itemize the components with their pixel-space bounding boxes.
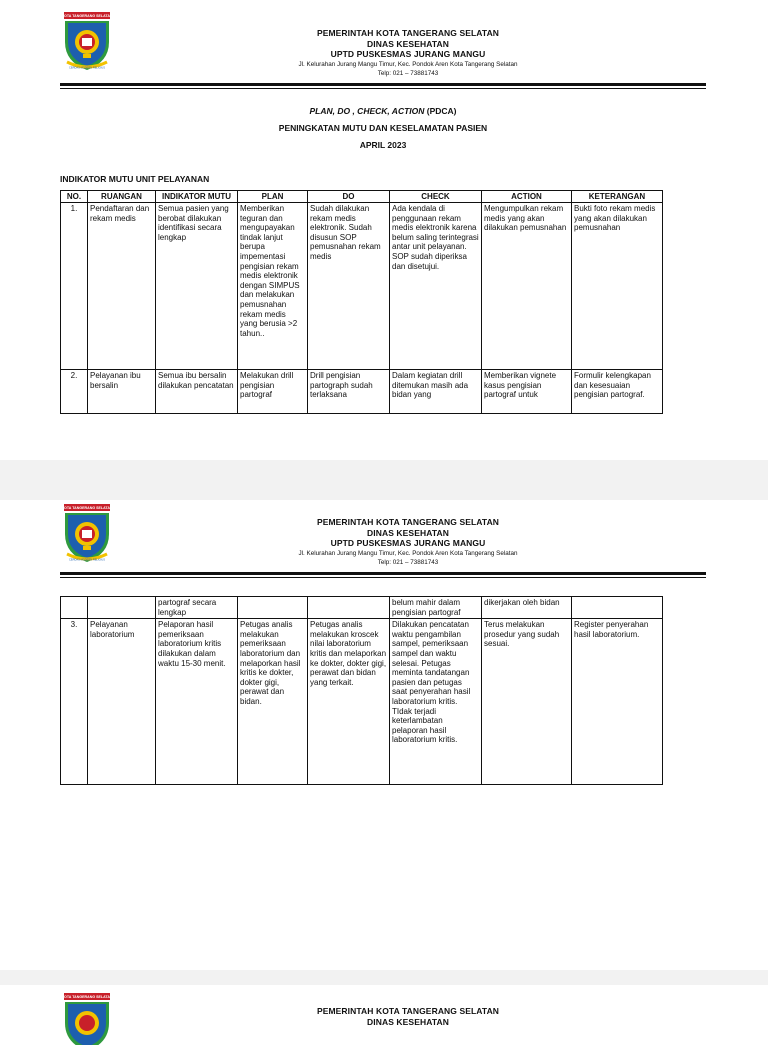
city-logo [61,504,113,564]
cell-check: Dilakukan pencatatan waktu pengambilan sampel, pemeriksaan sampel dan waktu selesai. Petugas meminta tandatangan pasien dan petugas saat penyerahan hasil laboratorium kritis. TIdak terjadi keterlambatan pelaporan hasil laboratorium kritis. [390,619,482,785]
header-indikator: INDIKATOR MUTU [156,191,238,203]
letterhead-department: DINAS KESEHATAN [367,38,449,49]
logo-text-bottom: CERDAS MODERN RELIGIUS [69,558,105,562]
cell-ruangan: Pelayanan laboratorium [88,619,156,785]
document-titles [60,103,706,154]
section-heading: INDIKATOR MUTU UNIT PELAYANAN [60,174,210,184]
pdca-table-page-2 [60,596,663,785]
cell-action: dikerjakan oleh bidan [482,597,572,619]
cell-keterangan: Formulir kelengkapan dan kesesuaian pengisian partograf. [572,370,663,414]
letterhead-address: Jl. Kelurahan Jurang Mangu Timur, Kec. Pondok Aren Kota Tangerang Selatan [298,549,518,557]
letterhead-divider [60,572,706,575]
document-period: APRIL 2023 [359,140,407,150]
cell-check: Dalam kegiatan drill ditemukan masih ada bidan yang [390,370,482,414]
letterhead [120,517,696,567]
header-keterangan: KETERANGAN [572,191,663,203]
cell-no: 3. [61,619,88,785]
cell-do [308,597,390,619]
letterhead-department: DINAS KESEHATAN [367,1016,449,1027]
cell-do: Drill pengisian partograph sudah terlaksana [308,370,390,414]
letterhead-government: PEMERINTAH KOTA TANGERANG SELATAN [316,28,500,38]
document-page-3 [0,985,768,1045]
cell-do: Sudah dilakukan rekam medis elektronik. Sudah disusun SOP pemusnahan rekam medis [308,203,390,370]
letterhead-divider-thin [60,577,706,578]
letterhead-unit: UPTD PUSKESMAS JURANG MANGU [330,538,486,548]
letterhead-phone: Telp: 021 – 73881743 [377,69,439,77]
cell-action: Memberikan vignete kasus pengisian partograf untuk [482,370,572,414]
header-do: DO [308,191,390,203]
cell-no: 1. [61,203,88,370]
pdca-table-page-1 [60,190,663,414]
cell-plan: Petugas analis melakukan pemeriksaan laboratorium dan melaporkan hasil kritis ke dokter, dokter gigi, perawat dan bidan. [238,619,308,785]
city-logo [61,12,113,72]
cell-action: Terus melakukan prosedur yang sudah sesuai. [482,619,572,785]
letterhead [120,28,696,78]
table-row [61,370,663,414]
cell-ruangan: Pelayanan ibu bersalin [88,370,156,414]
header-no: NO. [61,191,88,203]
logo-text-bottom: CERDAS MODERN RELIGIUS [69,66,105,70]
table-row [61,619,663,785]
cell-ruangan [88,597,156,619]
letterhead-department: DINAS KESEHATAN [367,527,449,538]
letterhead-government: PEMERINTAH KOTA TANGERANG SELATAN [316,1006,500,1016]
cell-do: Petugas analis melakukan kroscek nilai laboratorium kritis dan melaporkan ke dokter, dokter gigi, perawat dan bidan yang terkait. [308,619,390,785]
document-title: PLAN, DO , CHECK, ACTION (PDCA) [309,106,457,116]
cell-keterangan: Register penyerahan hasil laboratorium. [572,619,663,785]
logo-text-top: KOTA TANGERANG SELATAN [61,506,113,511]
cell-ruangan: Pendaftaran dan rekam medis [88,203,156,370]
letterhead-government: PEMERINTAH KOTA TANGERANG SELATAN [316,517,500,527]
letterhead-divider [60,83,706,86]
table-header-row [61,191,663,203]
cell-indikator: Semua ibu bersalin dilakukan pencatatan [156,370,238,414]
cell-indikator: Pelaporan hasil pemeriksaan laboratorium kritis dilakukan dalam waktu 15-30 menit. [156,619,238,785]
cell-no [61,597,88,619]
cell-check: belum mahir dalam pengisian partograf [390,597,482,619]
logo-text-top: KOTA TANGERANG SELATAN [61,995,113,1000]
document-page-2 [0,500,768,970]
cell-plan: Melakukan drill pengisian partograf [238,370,308,414]
city-logo [61,993,113,1045]
cell-keterangan [572,597,663,619]
letterhead-address: Jl. Kelurahan Jurang Mangu Timur, Kec. Pondok Aren Kota Tangerang Selatan [298,60,518,68]
cell-check: Ada kendala di penggunaan rekam medis elektronik karena belum saling terintegrasi antar unit pelayanan. SOP sudah diperiksa dan disetujui. [390,203,482,370]
letterhead-divider-thin [60,88,706,89]
cell-indikator: Semua pasien yang berobat dilakukan identifikasi secara lengkap [156,203,238,370]
cell-plan [238,597,308,619]
header-ruangan: RUANGAN [88,191,156,203]
header-action: ACTION [482,191,572,203]
cell-keterangan: Bukti foto rekam medis yang akan dilakukan pemusnahan [572,203,663,370]
header-plan: PLAN [238,191,308,203]
document-subtitle: PENINGKATAN MUTU DAN KESELAMATAN PASIEN [278,123,488,133]
letterhead-unit: UPTD PUSKESMAS JURANG MANGU [330,49,486,59]
cell-no: 2. [61,370,88,414]
letterhead-phone: Telp: 021 – 73881743 [377,558,439,566]
cell-indikator: partograf secara lengkap [156,597,238,619]
logo-text-top: KOTA TANGERANG SELATAN [61,14,113,19]
cell-action: Mengumpulkan rekam medis yang akan dilakukan pemusnahan [482,203,572,370]
cell-plan: Memberikan teguran dan mengupayakan tindak lanjut berupa impementasi pengisian rekam medis elektronik dengan SIMPUS dan melakukan pemusnahan rekam medis yang berusia >2 tahun.. [238,203,308,370]
table-row-continuation [61,597,663,619]
header-check: CHECK [390,191,482,203]
table-row [61,203,663,370]
document-page-1 [0,0,768,460]
